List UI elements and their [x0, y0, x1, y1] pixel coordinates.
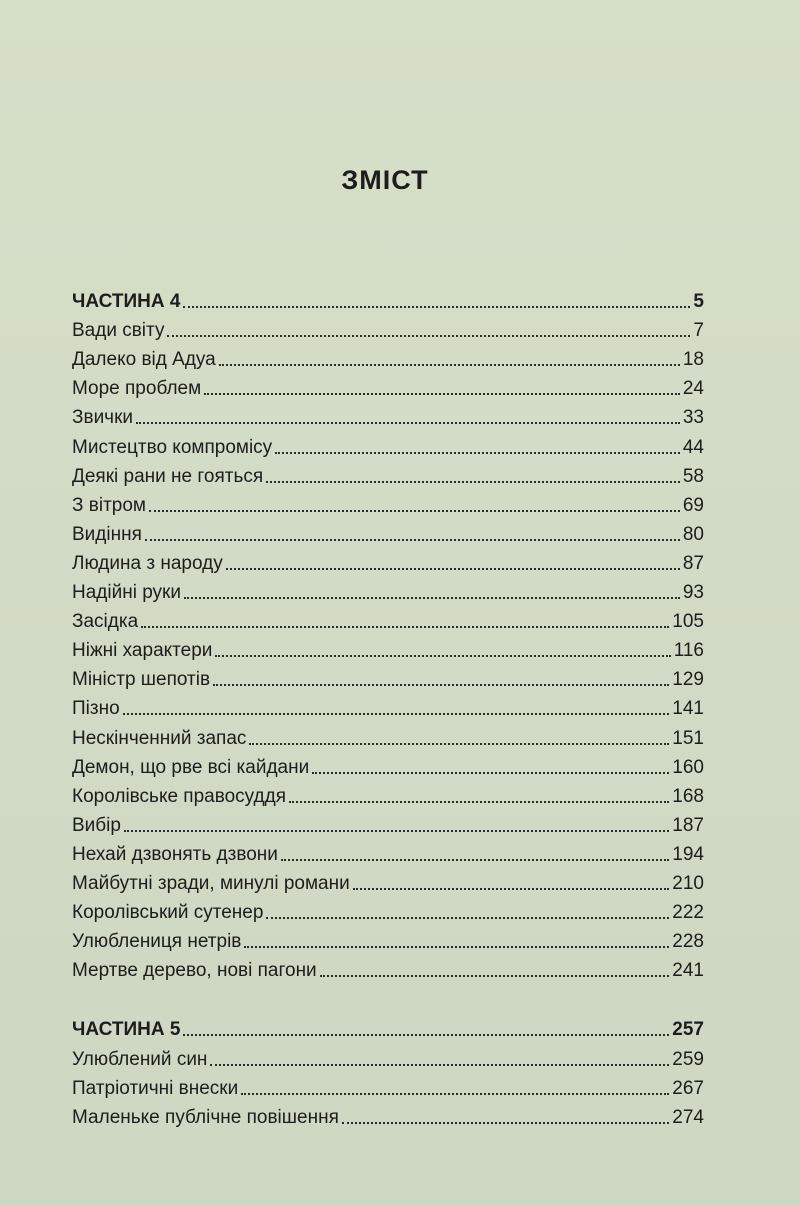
toc-chapter-row — [72, 807, 704, 837]
toc-chapter-row — [72, 661, 704, 691]
toc-page-number: 259 — [672, 1048, 704, 1070]
dot-leader — [219, 364, 680, 366]
toc-page-number: 44 — [682, 436, 704, 458]
toc-chapter-title: Людина з народу — [72, 552, 223, 574]
toc-page-number: 33 — [682, 407, 704, 429]
toc-chapter-title: Ніжні характери — [72, 640, 213, 662]
toc-chapter-row — [72, 894, 704, 924]
toc-page-number: 210 — [672, 873, 704, 894]
dot-leader — [184, 597, 680, 599]
toc-chapter-row — [72, 952, 704, 982]
dot-leader — [320, 975, 670, 977]
toc-page-number: 18 — [682, 349, 704, 371]
dot-leader — [123, 713, 670, 715]
dot-leader — [141, 626, 669, 628]
dot-leader — [312, 772, 669, 774]
toc-chapter-row — [72, 690, 704, 720]
toc-chapter-title: Далеко від Адуа — [72, 349, 216, 371]
toc-chapter-row — [72, 923, 704, 953]
toc-chapter-row — [72, 370, 704, 400]
toc-chapter-row — [72, 749, 704, 779]
dot-leader — [136, 422, 680, 424]
toc-chapter-row — [72, 487, 704, 517]
dot-leader — [266, 917, 669, 919]
toc-chapter-row — [72, 341, 704, 371]
page-title: ЗМІСТ — [341, 165, 429, 195]
toc-chapter-row — [72, 516, 704, 546]
toc-chapter-row — [72, 603, 704, 633]
toc-chapter-title: З вітром — [72, 494, 146, 516]
toc-page-number: 69 — [682, 494, 704, 516]
dot-leader — [204, 393, 680, 395]
toc-chapter-title: Засідка — [72, 611, 139, 633]
toc-chapter-title: Майбутні зради, минулі романи — [72, 873, 350, 894]
toc-page-number: 160 — [672, 756, 704, 778]
toc-page-number: 274 — [672, 1106, 704, 1128]
toc-chapter-row — [72, 429, 704, 459]
toc-page-number: 228 — [672, 931, 704, 953]
toc-page-number: 5 — [693, 291, 704, 312]
toc-chapter-title: Звички — [72, 407, 134, 429]
toc-page-number: 141 — [672, 698, 704, 720]
dot-leader — [215, 655, 670, 657]
toc-chapter-title: Міністр шепотів — [72, 669, 211, 691]
toc-chapter-row — [72, 312, 704, 342]
toc-part-title: ЧАСТИНА 5 — [72, 1019, 181, 1041]
dot-leader — [183, 306, 690, 308]
toc-chapter-title: Мертве дерево, нові пагони — [72, 960, 317, 982]
toc-page-number: 7 — [693, 320, 704, 342]
dot-leader — [183, 1034, 669, 1036]
toc-page-number: 241 — [672, 960, 704, 982]
toc-chapter-title: Улюблений син — [72, 1048, 208, 1070]
toc-chapter-title: Мистецтво компромісу — [72, 436, 273, 458]
toc-chapter-title: Вади світу — [72, 320, 165, 342]
toc-chapter-row — [72, 1099, 704, 1129]
dot-leader — [210, 1064, 669, 1066]
toc-chapter-row — [72, 720, 704, 750]
toc-page-number: 151 — [672, 727, 704, 749]
dot-leader — [167, 335, 690, 337]
toc-chapter-row — [72, 865, 704, 895]
toc-chapter-title: Видіння — [72, 523, 142, 545]
dot-leader — [289, 801, 669, 803]
toc-page-number: 105 — [672, 611, 704, 633]
toc-page-number: 194 — [672, 843, 704, 865]
toc-page-number: 24 — [682, 378, 704, 400]
toc-chapter-row — [72, 574, 704, 604]
toc-chapter-title: Деякі рани не гояться — [72, 465, 264, 487]
toc-chapter-row — [72, 1041, 704, 1071]
toc-page-number: 267 — [672, 1077, 704, 1099]
toc-page-number: 168 — [672, 785, 704, 807]
toc-page-number: 116 — [673, 640, 704, 662]
toc-page-number: 129 — [672, 669, 704, 691]
toc-page-number: 87 — [682, 552, 704, 574]
dot-leader — [226, 568, 680, 570]
toc-chapter-title: Маленьке публічне повішення — [72, 1106, 339, 1128]
dot-leader — [145, 539, 680, 541]
toc-chapter-title: Вибір — [72, 814, 121, 836]
dot-leader — [213, 684, 669, 686]
toc-page-number: 257 — [672, 1019, 704, 1041]
toc-chapter-title: Королівське правосуддя — [72, 785, 287, 807]
toc-chapter-title: Улюблениця нетрів — [72, 931, 242, 953]
dot-leader — [149, 510, 680, 512]
toc-chapter-title: Пізно — [72, 698, 120, 720]
toc-page-number: 187 — [672, 814, 704, 836]
toc-chapter-row — [72, 778, 704, 808]
toc-chapter-row — [72, 545, 704, 575]
toc-part-row — [72, 283, 704, 313]
dot-leader — [281, 859, 669, 861]
dot-leader — [244, 946, 669, 948]
dot-leader — [342, 1122, 669, 1124]
toc-chapter-row — [72, 458, 704, 488]
dot-leader — [124, 830, 669, 832]
toc-chapter-title: Надійні руки — [72, 582, 181, 603]
dot-leader — [353, 888, 670, 890]
toc-chapter-title: Королівський сутенер — [72, 902, 264, 924]
toc-chapter-row — [72, 1070, 704, 1100]
toc-page-number: 222 — [672, 902, 704, 924]
toc-page-number: 93 — [682, 582, 704, 603]
toc-chapter-title: Нескінченний запас — [72, 727, 247, 749]
toc-chapter-title: Нехай дзвонять дзвони — [72, 843, 278, 865]
toc-chapter-row — [72, 836, 704, 866]
toc-part-row — [72, 1011, 704, 1041]
dot-leader — [266, 481, 680, 483]
dot-leader — [249, 743, 669, 745]
toc-chapter-row — [72, 632, 704, 662]
dot-leader — [241, 1093, 669, 1095]
toc-part-title: ЧАСТИНА 4 — [72, 291, 181, 312]
toc-chapter-title: Патріотичні внески — [72, 1077, 239, 1099]
toc-chapter-title: Демон, що рве всі кайдани — [72, 756, 310, 778]
toc-chapter-title: Море проблем — [72, 378, 202, 400]
toc-page-number: 58 — [682, 465, 704, 487]
toc-page-number: 80 — [682, 523, 704, 545]
toc-chapter-row — [72, 399, 704, 429]
dot-leader — [275, 452, 680, 454]
